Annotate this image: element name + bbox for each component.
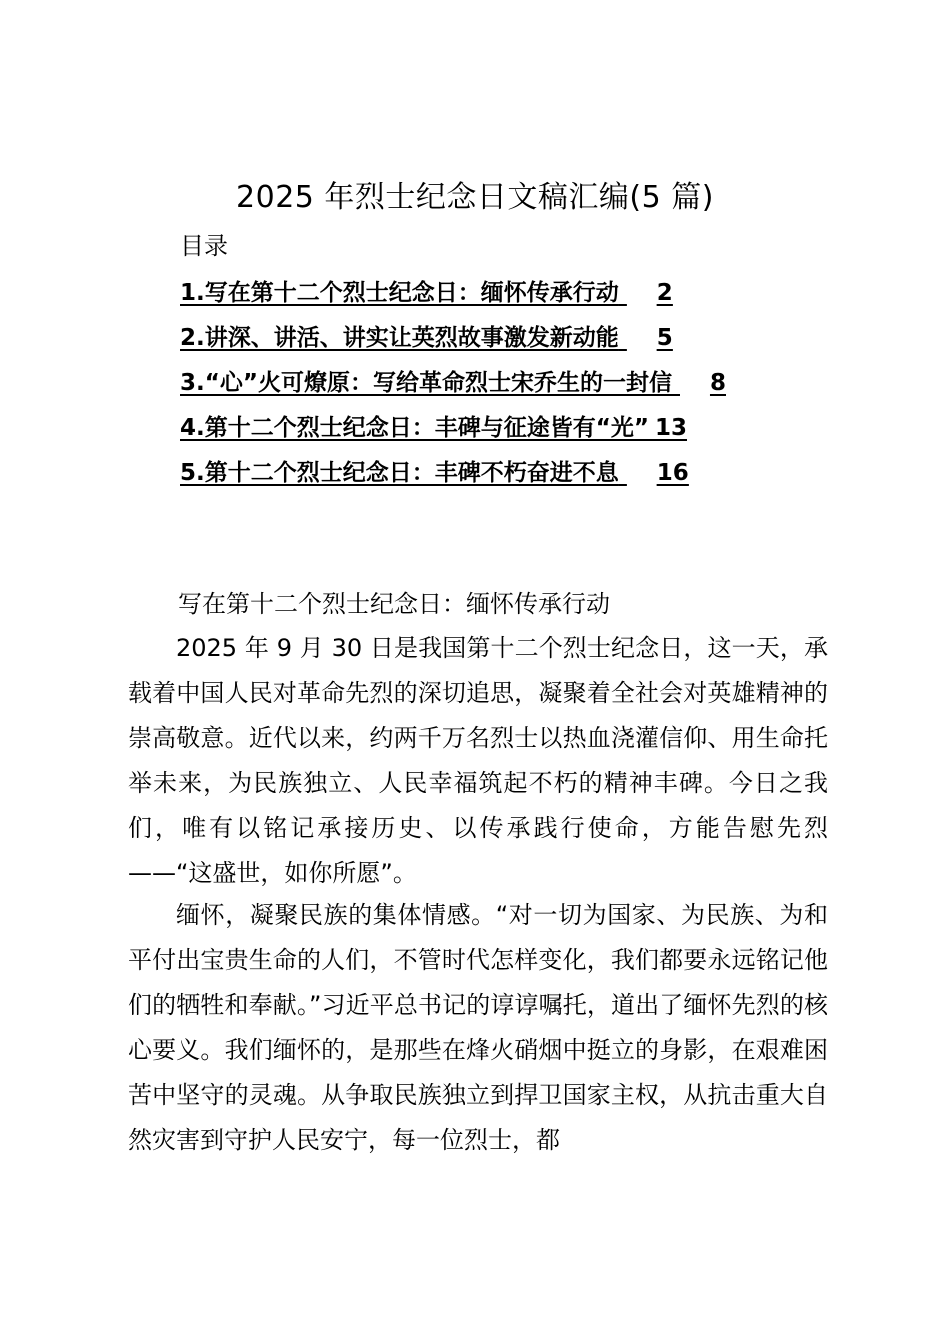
toc-entry-3[interactable] [180,364,726,409]
toc-entry-page: 13 [654,415,687,441]
toc-entry-page: 2 [656,280,673,306]
toc-leader [619,280,657,306]
toc-entry-page: 8 [709,370,726,396]
toc-entry-5[interactable] [180,454,726,499]
toc-heading: 目录 [180,232,228,260]
toc-entry-text: 5.第十二个烈士纪念日：丰碑不朽奋进不息 [180,460,619,486]
body-paragraph: 2025 年 9 月 30 日是我国第十二个烈士纪念日，这一天，承载着中国人民对革命先烈的深切追思，凝聚着全社会对英雄精神的崇高敬意。近代以来，约两千万名烈士以热血浇灌信仰、用生命托举未来，为民族独立、人民幸福筑起不朽的精神丰碑。今日之我们，唯有以铭记承接历史、以传承践行使命，方能告慰先烈——“这盛世，如你所愿”。 [128,634,828,887]
toc-entry-text: 1.写在第十二个烈士纪念日：缅怀传承行动 [180,280,619,306]
toc-entry-page: 16 [656,460,689,486]
body-paragraph: 缅怀，凝聚民族的集体情感。“对一切为国家、为民族、为和平付出宝贵生命的人们，不管时代怎样变化，我们都要永远铭记他们的牺牲和奉献。”习近平总书记的谆谆嘱托，道出了缅怀先烈的核心要义。我们缅怀的，是那些在烽火硝烟中挺立的身影，在艰难困苦中坚守的灵魂。从争取民族独立到捍卫国家主权，从抗击重大自然灾害到守护人民安宁，每一位烈士，都 [128,901,828,1154]
toc-leader [619,325,657,351]
toc-leader [619,460,657,486]
toc-entry-2[interactable] [180,319,726,364]
toc-entry-1[interactable] [180,274,726,319]
toc-entry-4[interactable] [180,409,726,454]
toc-leader [672,370,710,396]
toc-entry-page: 5 [656,325,673,351]
toc-entry-text: 3.“心”火可燎原：写给革命烈士宋乔生的一封信 [180,370,672,396]
table-of-contents [180,274,726,499]
toc-entry-text: 4.第十二个烈士纪念日：丰碑与征途皆有“光” [180,415,649,441]
toc-entry-text: 2.讲深、讲活、讲实让英烈故事激发新动能 [180,325,619,351]
section-heading: 写在第十二个烈士纪念日：缅怀传承行动 [178,590,610,618]
document-title: 2025 年烈士纪念日文稿汇编(5 篇) [236,180,714,215]
